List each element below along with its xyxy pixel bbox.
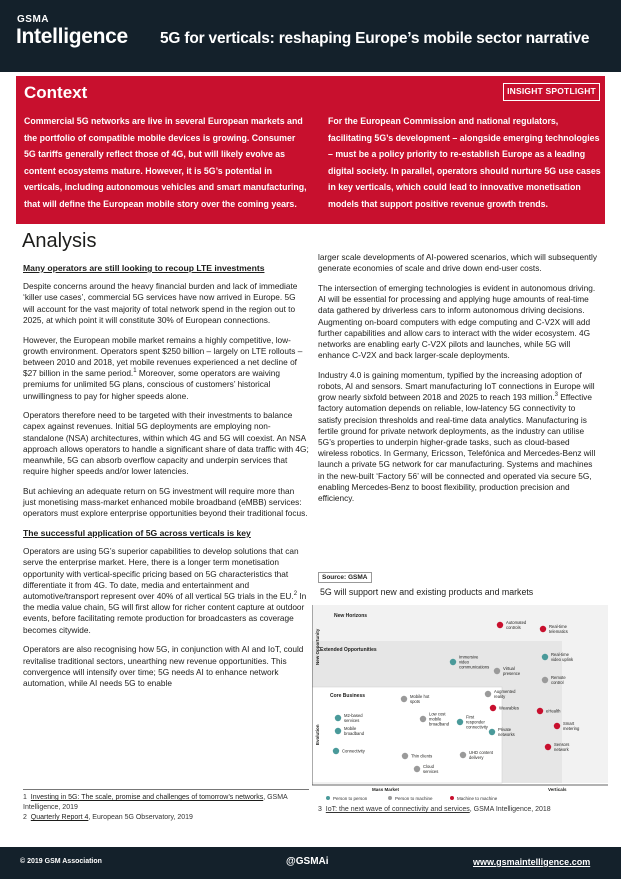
document-title: 5G for verticals: reshaping Europe’s mobile sector narrative (160, 30, 590, 47)
twitter-handle[interactable]: @GSMAi (286, 856, 329, 867)
copyright: © 2019 GSM Association (20, 858, 102, 865)
context-title: Context (24, 83, 88, 102)
context-box (16, 76, 605, 224)
chart-point-label: Real-time telematics (549, 624, 568, 634)
y-axis-label-top: New Opportunity (315, 628, 320, 665)
legend-label: Person to machine (395, 796, 433, 801)
chart-point (401, 696, 407, 702)
context-right-text: For the European Commission and national regulators, facilitating 5G’s development – alongside emerging technologies – must be a policy priority to re-establish Europe as a leading digital society. In parallel, operators should nurture 5G use cases in key verticals, which could lead to innovative monetisation models that support positive revenue growth trends. (328, 116, 601, 209)
chart-point (490, 705, 496, 711)
chart-point-label: Real-time video uplink (551, 652, 574, 662)
chart-title: 5G will support new and existing products and markets (320, 587, 534, 597)
insight-spotlight-badge: INSIGHT SPOTLIGHT (503, 83, 600, 101)
chart-point-label: Thin clients (411, 753, 433, 759)
paragraph: But achieving an adequate return on 5G investment will require more than just monetising mass-market enhanced mobile broadband (eMBB) services: operators must explore enterprise opportunities beyond their traditional focus. (23, 485, 308, 519)
website-link[interactable]: www.gsmaintelligence.com (473, 857, 591, 867)
chart-point (497, 622, 503, 628)
paragraph: However, the European mobile market remains a highly competitive, low-growth environment. Operators spent $250 billion – largely on LTE rollouts – between 2010 and 2018, yet mobile revenues experienced a net decline of $27 billion in the same period.$^1$ Moreover, some operators are waiving premiums for unlimited 5G plans, conscious of customers’ historical unwillingness to pay for higher speeds alone. (23, 334, 303, 401)
x-axis-label-left: Mass Market (372, 787, 400, 792)
chart-point (333, 748, 339, 754)
footnote-ref: 3 (554, 392, 558, 399)
analysis-right-column (318, 252, 601, 513)
chart-point (414, 766, 420, 772)
paragraph: larger scale developments of AI-powered scenarios, which will subsequently generate economies of scale and drive down end-user costs. (318, 252, 598, 274)
chart-legend (326, 796, 498, 801)
chart-point (537, 708, 543, 714)
chart-point-label: Remote control (551, 675, 566, 685)
footnote-3: 3 IoT: the next wave of connectivity and services, GSMA Intelligence, 2018 (318, 806, 551, 813)
paragraph: Operators therefore need to be targeted with their investments to balance capex against revenues. Initial 5G deployments are employing non-standalone (NSA) architectures, within which 4G and 5G will coexist. An NSA approach allows operators to handle a significant share of data traffic with 4G; meanwhile, 5G can absorb overflow capacity and underpin services that require higher speeds and/or lower latencies. (23, 410, 309, 477)
paragraph: Despite concerns around the heavy financial burden and lack of immediate ‘killer use cases’, commercial 5G services have now arrived in Europe. 5G will account for the vast majority of total network spend in the region out to 2025, at which point it will constitute 30% of European connections. (23, 281, 298, 325)
chart-point (402, 753, 408, 759)
paragraph: Industry 4.0 is gaining momentum, typified by the increasing adoption of robots, AI and sensors. Smart manufacturing IoT connections in Europe will grow nearly sixfold between 2018 and 2025 to reach 193 million.$^3$ Effective factory automation depends on reliable, low-latency 5G connectivity to satisfy precision thresholds and real-time data analytics. Manufacturing is fertile ground for private network deployments, as the industry can utilise 5G’s properties to underpin higher-grade tasks, such as cloud-based wireless robotics. In Germany, Ericsson, Telefónica and Mercedes-Benz will launch a private 5G network for car manufacturing. Systems and machines in the new-built ‘Factory 56’ will be connected and operated via secure 5G, enabling Mercedes-Benz to boost flexibility, production precision and efficiency. (318, 369, 596, 504)
paragraph: Operators are using 5G’s superior capabilities to develop solutions that can serve the enterprise market. Here, there is a longer term monetisation opportunity with vertical-specific pricing based on 5G characteristics that differentiate it from 4G. To date, media and entertainment and automotive/transport represent over 40% of all vertical 5G trials in the EU.$^2$ In the media value chain, 5G will first allow for richer content capture at outdoor events, before facilitating remote production for broadcasters as coverage becomes citywide. (23, 546, 307, 635)
footnote-ref: 1 (133, 368, 137, 375)
footnote-link-1[interactable]: Investing in 5G: The scale, promise and challenges of tomorrow’s networks (30, 794, 264, 801)
chart-point-label: Private networks (498, 727, 515, 737)
footnote-link-3[interactable]: IoT: the next wave of connectivity and services (325, 806, 470, 813)
chart-point (450, 659, 456, 665)
chart-point-label: Cloud services (423, 764, 439, 774)
chart-source: Source: GSMA (318, 572, 372, 583)
legend-swatch (450, 796, 454, 800)
analysis-left-column (23, 263, 309, 698)
analysis-title: Analysis (22, 230, 97, 252)
chart-point-label: Automated controls (506, 620, 527, 630)
chart-point-label: eHealth (546, 708, 561, 714)
chart-point (457, 719, 463, 725)
chart-point-label: First responder connectivity (466, 714, 488, 730)
zone-label: Extended Opportunities (320, 647, 377, 653)
chart-point (494, 668, 500, 674)
chart-point-label: Immersive video communications (459, 654, 490, 670)
paragraph: The intersection of emerging technologies is evident in autonomous driving. AI will be essential for processing and applying huge amounts of real-time data gathered by driverless cars to inform autonomous driving decisions. Augmenting on-board computers with edge computing and C-V2X will add further capabilities and allow cars to interact with the wider ecosystem. 4G networks are enabling early C-V2X pilots and launches, while 5G will enhance C-V2X and back larger-scale deployments. (318, 282, 596, 361)
section-heading: The successful application of 5G across verticals is key (23, 528, 251, 539)
chart-point (554, 723, 560, 729)
chart-point-label: UHD content delivery (469, 750, 493, 760)
chart-point (542, 677, 548, 683)
footer-bar (0, 847, 621, 879)
legend-swatch (388, 796, 392, 800)
footnote-link-2[interactable]: Quarterly Report 4 (30, 814, 89, 821)
opportunity-chart (312, 605, 608, 801)
paragraph: Operators are also recognising how 5G, in conjunction with AI and IoT, could revitalise traditional sectors, unearthing new revenue opportunities. This convergence will intensify over time; 5G needs AI to enhance network automation, while AI needs 5G to enable (23, 644, 304, 688)
chart-point-label: Mobile broadband (344, 726, 365, 736)
legend-label: Person to person (333, 796, 368, 801)
chart-point (545, 744, 551, 750)
chart-point-label: Virtual presence (503, 666, 521, 676)
chart-point (485, 691, 491, 697)
chart-point-label: Mobile hot spots (410, 694, 430, 704)
chart-point (335, 728, 341, 734)
chart-point-label: M2-based services (344, 713, 363, 723)
legend-label: Machine to machine (457, 796, 498, 801)
zone-core (312, 687, 502, 783)
x-axis-label-right: Verticals (548, 787, 567, 792)
chart-point-label: Connectivity (342, 748, 365, 754)
chart-point (540, 626, 546, 632)
chart-point (460, 752, 466, 758)
chart-point-label: Low cost mobile broadband (429, 711, 450, 727)
footnotes: 1 Investing in 5G: The scale, promise and challenges of tomorrow’s networks, GSMA Intelligence, 2019 2 Quarterly Report 4, European 5G Observatory, 2019 (23, 789, 309, 823)
chart-point (489, 729, 495, 735)
y-axis-label: Evolution (315, 724, 320, 745)
context-left-text: Commercial 5G networks are live in several European markets and the portfolio of compatible mobile devices is growing. Consumer 5G tariffs generally reflect those of 4G, but will likely evolve as content ecosystems mature. However, it is 5G’s potential in verticals, including autonomous vehicles and smart manufacturing, that will define the European mobile story over the coming years. (24, 116, 307, 209)
header-bar (0, 0, 621, 72)
brand-logo-top: GSMA (17, 14, 49, 25)
chart-point (335, 715, 341, 721)
chart-point-label: Sensors network (554, 742, 570, 752)
brand-logo[interactable]: Intelligence (16, 25, 128, 48)
zone-label: New Horizons (334, 613, 368, 619)
chart-point-label: Smart metering (563, 721, 580, 731)
chart-point (542, 654, 548, 660)
chart-point (420, 716, 426, 722)
chart-point-label: Wearables (499, 705, 519, 711)
chart-point-label: Augmented reality (494, 689, 516, 699)
section-heading: Many operators are still looking to recoup LTE investments (23, 263, 265, 273)
legend-swatch (326, 796, 330, 800)
zone-label: Core Business (330, 693, 366, 699)
footnote-ref: 2 (293, 591, 298, 598)
